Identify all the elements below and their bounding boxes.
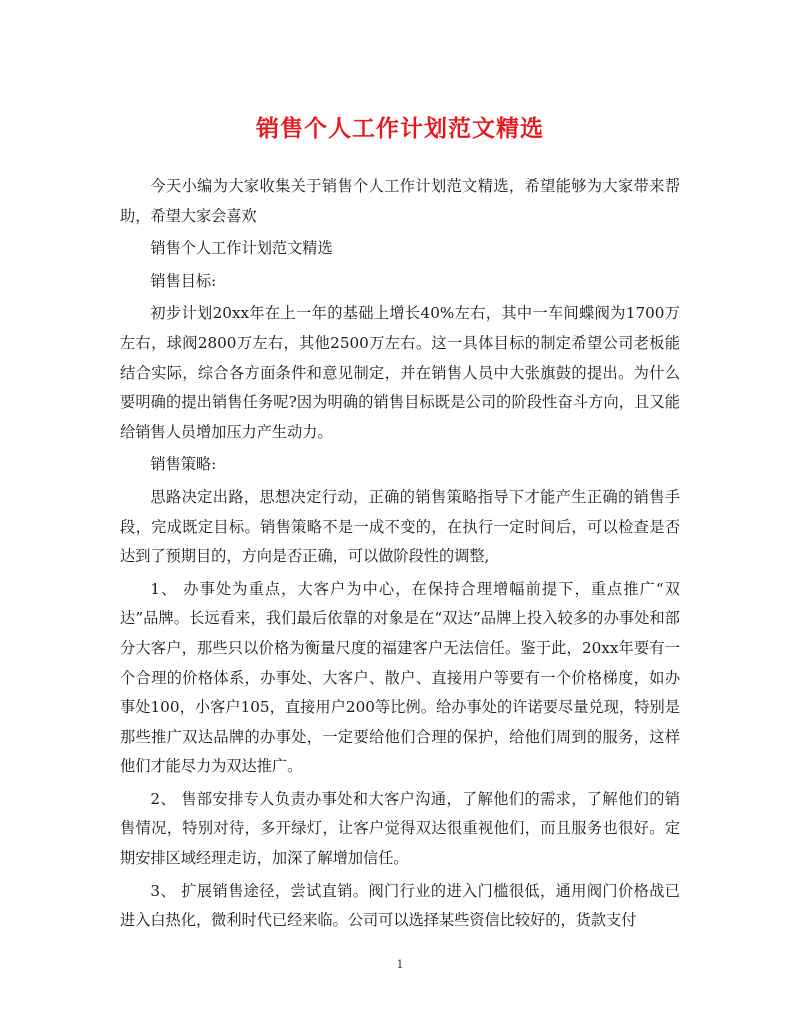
page-number: 1 [396, 958, 404, 971]
document-body [120, 172, 680, 939]
paragraph-strategy-1: 1、 办事处为重点，大客户为中心，在保持合理增幅前提下，重点推广“双达”品牌。长远看来，我们最后依靠的对象是在“双达”品牌上投入较多的办事处和部分大客户，那些只以价格为衡量尺度的福建客户无法信任。鉴于此，20xx年要有一个合理的价格体系，办事处、大客户、散户、直接用户等要有一个价格梯度，如办事处100，小客户105，直接用户200等比例。给办事处的许诺要尽量兑现，特别是那些推广双达品牌的办事处，一定要给他们合理的保护，给他们周到的服务，这样他们才能尽力为双达推广。 [120, 579, 680, 776]
document-title: 销售个人工作计划范文精选 [256, 115, 544, 142]
paragraph-intro: 今天小编为大家收集关于销售个人工作计划范文精选，希望能够为大家带来帮助，希望大家会喜欢 [120, 177, 680, 225]
paragraph-subtitle: 销售个人工作计划范文精选 [150, 239, 333, 258]
heading-sales-strategy: 销售策略: [150, 455, 217, 474]
heading-sales-goal: 销售目标: [150, 271, 217, 290]
paragraph-strategy-3: 3、 扩展销售途径，尝试直销。阀门行业的进入门槛很低，通用阀门价格战已进入白热化，微利时代已经来临。公司可以选择某些资信比较好的，货款支付 [120, 881, 680, 930]
paragraph-strategy-intro: 思路决定出路，思想决定行动，正确的销售策略指导下才能产生正确的销售手段，完成既定目标。销售策略不是一成不变的，在执行一定时间后，可以检查是否达到了预期目的，方向是否正确，可以做阶段性的调整, [120, 487, 680, 566]
paragraph-strategy-2: 2、 售部安排专人负责办事处和大客户沟通，了解他们的需求，了解他们的销售情况，特别对待，多开绿灯，让客户觉得双达很重视他们，而且服务也很好。定期安排区域经理走访，加深了解增加信任。 [120, 789, 680, 868]
paragraph-sales-goal: 初步计划20xx年在上一年的基础上增长40%左右，其中一车间蝶阀为1700万左右，球阀2800万左右，其他2500万左右。这一具体目标的制定希望公司老板能结合实际，综合各方面条件和意见制定，并在销售人员中大张旗鼓的提出。为什么要明确的提出销售任务呢?因为明确的销售目标既是公司的阶段性奋斗方向，且又能给销售人员增加压力产生动力。 [120, 304, 680, 441]
